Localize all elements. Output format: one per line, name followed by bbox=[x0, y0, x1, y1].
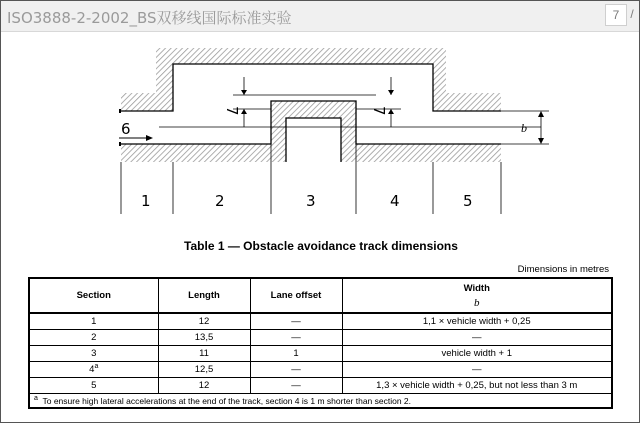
document-title: ISO3888-2-2002_BS双移线国际标准实验 bbox=[7, 9, 292, 27]
col-header-section: Section bbox=[29, 278, 158, 313]
table-footnote bbox=[29, 394, 612, 409]
cell-width: 1,1 × vehicle width + 0,25 bbox=[342, 313, 612, 330]
section-label-4: 4 bbox=[390, 192, 400, 210]
cell-section: 3 bbox=[29, 346, 158, 362]
footnote-ref: a bbox=[94, 363, 99, 371]
cell-section: 1 bbox=[29, 313, 158, 330]
cell-section: 2 bbox=[29, 330, 158, 346]
footnote-mark: a bbox=[34, 395, 38, 403]
offset-label-left: 7 bbox=[223, 106, 241, 116]
table-row bbox=[29, 330, 612, 346]
cell-width: — bbox=[342, 330, 612, 346]
col-header-length: Length bbox=[158, 278, 250, 313]
col-header-width bbox=[342, 278, 612, 313]
cell-length: 12,5 bbox=[158, 362, 250, 378]
cell-section-value: 4 bbox=[89, 364, 95, 376]
col-header-width-label: Width bbox=[463, 282, 490, 294]
table-row bbox=[29, 313, 612, 330]
section-label-3: 3 bbox=[306, 192, 316, 210]
cell-lane-offset: — bbox=[250, 330, 342, 346]
col-header-width-symbol: b bbox=[474, 296, 480, 309]
dimensions-table bbox=[28, 277, 613, 409]
section3-inner-line bbox=[286, 118, 341, 162]
cell-width: 1,3 × vehicle width + 0,25, but not less than 3 m bbox=[342, 378, 612, 394]
cell-width: vehicle width + 1 bbox=[342, 346, 612, 362]
cell-lane-offset: — bbox=[250, 362, 342, 378]
cell-section: 5 bbox=[29, 378, 158, 394]
table-footnote-row bbox=[29, 394, 612, 409]
page-separator: / bbox=[630, 7, 634, 21]
offset-label-right: 7 bbox=[370, 106, 388, 116]
table-header-row bbox=[29, 278, 612, 313]
cell-lane-offset: — bbox=[250, 378, 342, 394]
cell-width: — bbox=[342, 362, 612, 378]
units-note: Dimensions in metres bbox=[517, 264, 609, 275]
cell-length: 12 bbox=[158, 378, 250, 394]
footnote-text: To ensure high lateral accelerations at the end of the track, section 4 is 1 m shorter than section 2. bbox=[42, 395, 412, 406]
table-title: Table 1 — Obstacle avoidance track dimensions bbox=[184, 239, 458, 253]
table-row bbox=[29, 378, 612, 394]
table-row bbox=[29, 346, 612, 362]
track-diagram bbox=[1, 31, 640, 221]
cell-section bbox=[29, 362, 158, 378]
cell-lane-offset: — bbox=[250, 313, 342, 330]
page-number-box[interactable]: 7 bbox=[605, 4, 627, 26]
cell-length: 12 bbox=[158, 313, 250, 330]
entry-label: 6 bbox=[121, 120, 131, 138]
cell-length: 11 bbox=[158, 346, 250, 362]
col-header-lane-offset: Lane offset bbox=[250, 278, 342, 313]
section-label-1: 1 bbox=[141, 192, 151, 210]
offset-dimension-right bbox=[356, 77, 401, 127]
table-row bbox=[29, 362, 612, 378]
cell-lane-offset: 1 bbox=[250, 346, 342, 362]
width-label: b bbox=[521, 121, 527, 135]
section-label-5: 5 bbox=[463, 192, 473, 210]
cell-length: 13,5 bbox=[158, 330, 250, 346]
section-label-2: 2 bbox=[215, 192, 225, 210]
viewer-header bbox=[1, 1, 639, 32]
